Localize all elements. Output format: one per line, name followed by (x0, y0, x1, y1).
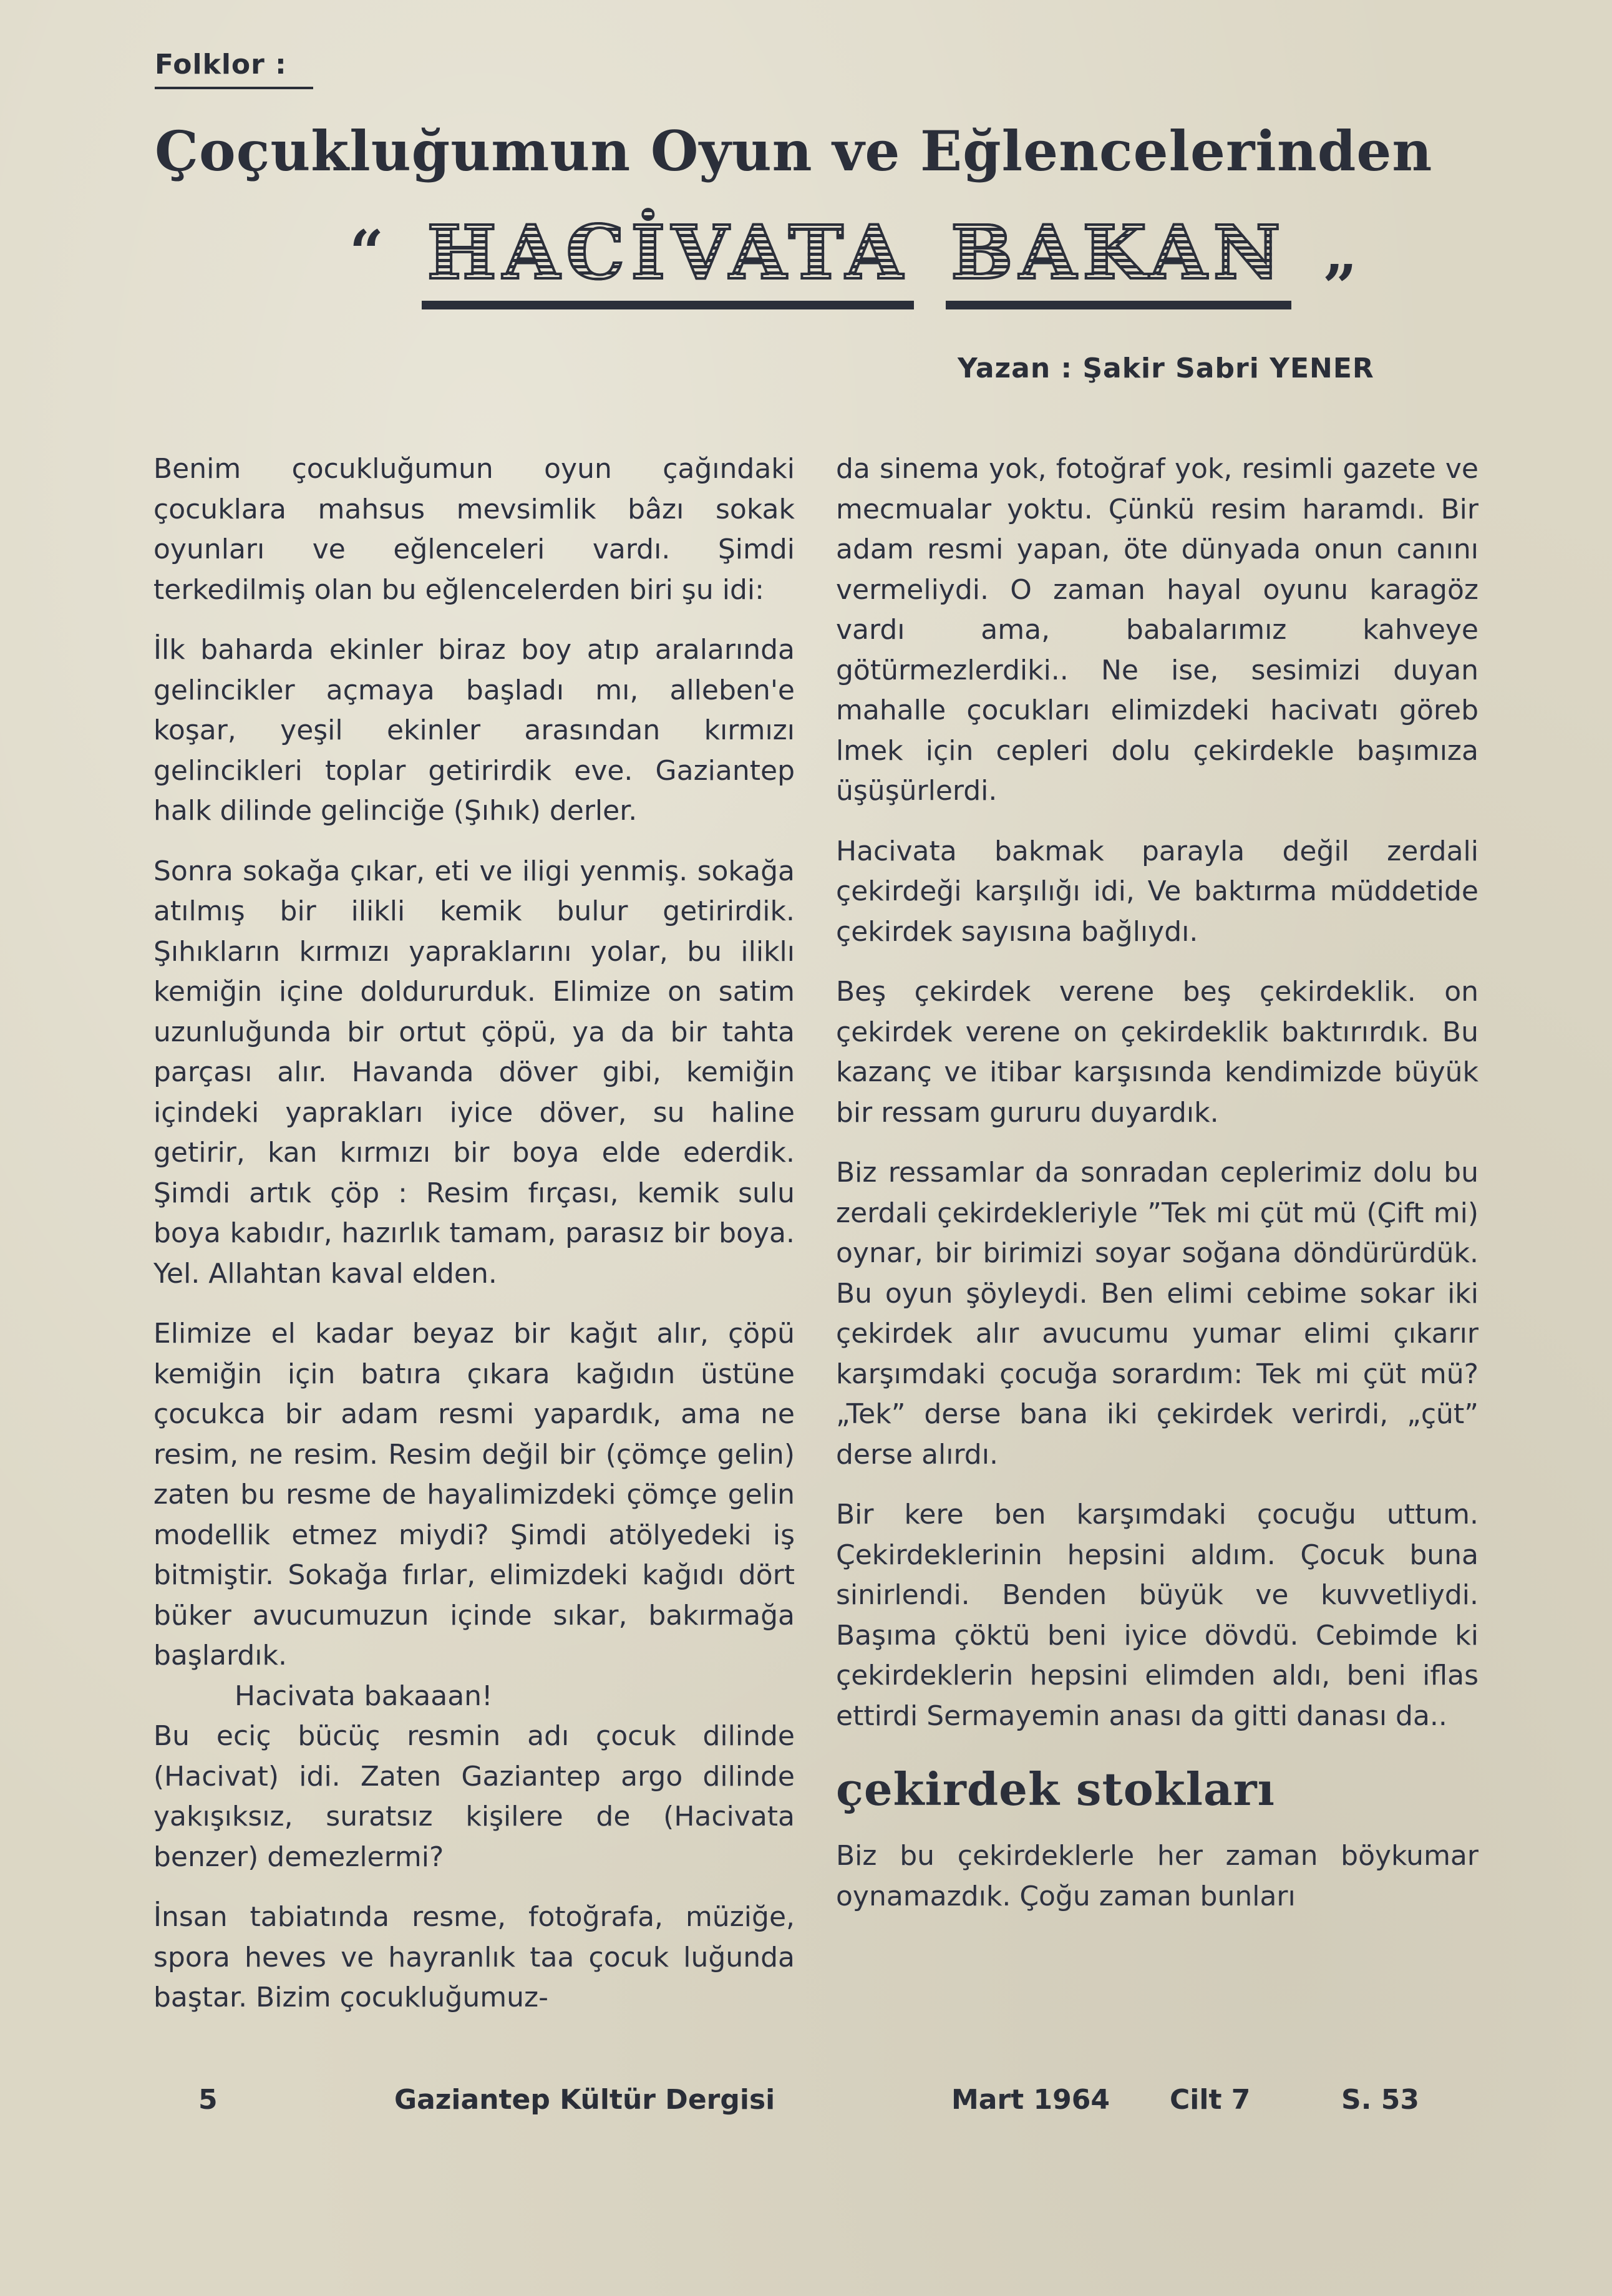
paragraph: İlk baharda ekinler biraz boy atıp aralarında gelincikler açmaya başladı mı, alleben'e koşar, yeşil ekinler arasından kırmızı gelincikleri toplar getirirdik eve. Gaziantep halk dilinde gelinciğe (Şıhık) derler. (153, 634, 795, 827)
subtitle-word-hacivata: HACİVATA (422, 209, 914, 309)
paragraph: İnsan tabiatında resme, fotoğrafa, müziğe, spora heves ve hayranlık taa çocuk luğunda baştar. Bizim çocukluğumuz- (153, 1901, 795, 2013)
paragraph: Biz bu çekirdeklerle her zaman böykumar oynamazdık. Çoğu zaman bunları (836, 1840, 1478, 1912)
section-label: Folklor : (155, 49, 313, 89)
left-column (153, 449, 795, 2038)
paragraph: Benim çocukluğumun oyun çağındaki çocuklara mahsus mevsimlik bâzı sokak oyunları ve eğlenceleri vardı. Şimdi terkedilmiş olan bu eğlencelerden biri şu idi: (153, 453, 795, 606)
paragraph: da sinema yok, fotoğraf yok, resimli gazete ve mecmualar yoktu. Çünkü resim haramdı. Bir adam resmi yapan, öte dünyada onun canını vermeliydi. O zaman hayal oyunu karagöz vardı ama, babalarımız kahveye götürmezlerdiki.. Ne ise, sesimizi duyan mahalle çocukları elimizdeki hacivatı göreb lmek için cepleri dolu çekirdekle başımıza üşüşürlerdi. (836, 453, 1478, 807)
close-quote: „ (1323, 217, 1364, 288)
footer-volume: Cilt 7 (1170, 2084, 1251, 2116)
footer-magazine-name: Gaziantep Kültür Dergisi (394, 2084, 775, 2116)
author-byline: Yazan : Şakir Sabri YENER (958, 353, 1374, 384)
article-title: Çoçukluğumun Oyun ve Eğlencelerinden (155, 119, 1433, 183)
footer-page-number: 5 (198, 2084, 218, 2116)
footer-issue: S. 53 (1341, 2084, 1419, 2116)
paragraph: Beş çekirdek verene beş çekirdeklik. on çekirdek verene on çekirdeklik baktırırdık. Bu kazanç ve itibar karşısında kendimizde büyük bir ressam gururu duyardık. (836, 976, 1478, 1129)
paragraph: Bir kere ben karşımdaki çocuğu uttum. Çekirdeklerinin hepsini aldım. Çocuk buna sinirlendi. Benden büyük ve kuvvetliydi. Başıma çöktü beni iyice dövdü. Cebimde ki çekirdeklerin hepsini elimden aldı, beni iflas ettirdi Sermayemin anası da gitti danası da.. (836, 1499, 1478, 1732)
paragraph: Biz ressamlar da sonradan ceplerimiz dolu bu zerdali çekirdekleriyle ”Tek mi çüt mü (Çift mi) oynar, bir birimizi soyar soğana döndürürdük. Bu oyun şöyleydi. Ben elimi cebime sokar iki çekirdek alır avucumu yumar elimi çıkarır karşımdaki çocuğa sorardım: Tek mi çüt mü? „Tek” derse bana iki çekirdek verirdi, „çüt” derse alırdı. (836, 1157, 1478, 1471)
section-heading: çekirdek stokları (836, 1763, 1275, 1816)
open-quote: “ (349, 217, 391, 288)
right-column (836, 449, 1478, 1937)
paragraph: Sonra sokağa çıkar, eti ve iligi yenmiş. sokağa atılmış bir ilikli kemik bulur getirirdik. Şıhıkların kırmızı yapraklarını yolar, bu iliklı kemiğin içine doldururduk. Elimize on satim uzunluğunda bir ortut çöpü, ya da bir tahta parçası alır. Havanda döver gibi, kemiğin içindeki yaprakları iyice döver, su haline getirir, kan kırmızı bir boya elde ederdik. Şimdi artık çöp : Resim fırçası, kemik sulu boya kabıdır, hazırlık tamam, parasız bir boya. Yel. Allahtan kaval elden. (153, 855, 795, 1290)
subtitle-word-bakan: BAKAN (946, 209, 1291, 309)
paragraph: Elimize el kadar beyaz bir kağıt alır, çöpü kemiğin için batıra çıkara kağıdın üstüne çocukca bir adam resmi yapardık, ama ne resim, ne resim. Resim değil bir (çömçe gelin) zaten bu resme de hayalimizdeki çömçe gelin modellik etmez miydi? Şimdi atölyedeki iş bitmiştir. Sokağa fırlar, elimizdeki kağıdı dört büker avucumuzun içinde sıkar, bakırmağa başlardık. (153, 1318, 795, 1671)
paragraph: Hacivata bakmak parayla değil zerdali çekirdeği karşılığı idi, Ve baktırma müddetide çekirdek sayısına bağlıydı. (836, 835, 1478, 948)
paragraph: Bu eciç bücüç resmin adı çocuk dilinde (Hacivat) idi. Zaten Gaziantep argo dilinde yakışıksız, suratsız kişilere de (Hacivata benzer) demezlermi? (153, 1720, 795, 1873)
exclamation-line: Hacivata bakaaan! (235, 1680, 493, 1712)
article-subtitle (349, 209, 1364, 309)
footer-date: Mart 1964 (951, 2084, 1110, 2116)
